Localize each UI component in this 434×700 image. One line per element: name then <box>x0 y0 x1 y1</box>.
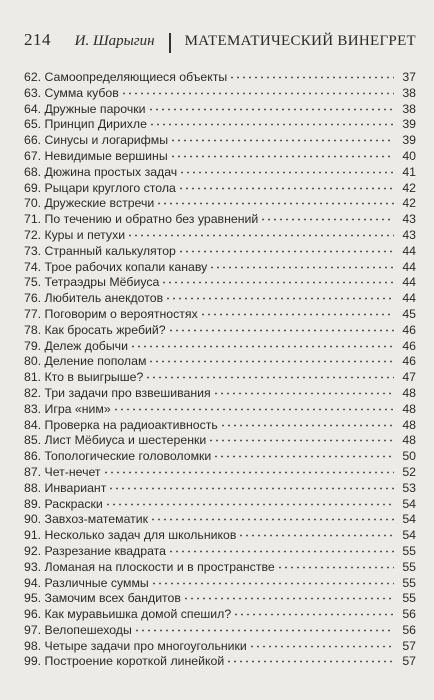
toc-entry-page: 55 <box>402 559 416 574</box>
dot-leader <box>260 211 394 221</box>
toc-entry-title: 82. Три задачи про взвешивания <box>24 385 211 400</box>
book-title: МАТЕМАТИЧЕСКИЙ ВИНЕГРЕТ <box>184 33 416 49</box>
toc-entry-page: 56 <box>402 622 416 637</box>
toc-entry <box>24 560 416 576</box>
toc-entry <box>24 275 416 291</box>
toc-entry <box>24 86 416 102</box>
toc-entry-page: 53 <box>402 480 416 495</box>
dot-leader <box>233 606 394 616</box>
toc-entry-page: 38 <box>402 101 416 116</box>
dot-leader <box>277 559 394 569</box>
dot-leader <box>103 464 394 474</box>
toc-entry <box>24 544 416 560</box>
toc-entry-title: 87. Чет-нечет <box>24 464 101 479</box>
dot-leader <box>209 259 394 269</box>
dot-leader <box>108 480 394 490</box>
toc-entry <box>24 102 416 118</box>
toc-entry <box>24 449 416 465</box>
toc-entry-page: 54 <box>402 512 416 527</box>
dot-leader <box>168 543 394 553</box>
toc-entry <box>24 497 416 513</box>
toc-entry-title: 73. Странный калькулятор <box>24 243 176 258</box>
toc-entry-title: 91. Несколько задач для школьников <box>24 528 237 543</box>
toc-entry-title: 88. Инвариант <box>24 480 107 495</box>
toc-entry-title: 75. Тетраэдры Мёбиуса <box>24 275 160 290</box>
toc-entry-page: 37 <box>402 70 416 84</box>
dot-leader <box>145 369 394 379</box>
toc-entry-title: 86. Топологические головоломки <box>24 449 212 464</box>
toc-entry-page: 48 <box>402 401 416 416</box>
toc-entry-title: 99. Построение короткой линейкой <box>24 654 225 669</box>
dot-leader <box>178 243 394 253</box>
dot-leader <box>149 116 394 126</box>
toc-entry <box>24 512 416 528</box>
toc-entry-page: 44 <box>402 291 416 306</box>
toc-entry <box>24 481 416 497</box>
toc-entry <box>24 370 416 386</box>
toc-entry <box>24 433 416 449</box>
dot-leader <box>113 401 394 411</box>
toc-entry-title: 84. Проверка на радиоактивность <box>24 417 218 432</box>
toc-entry-page: 40 <box>402 148 416 163</box>
toc-entry <box>24 165 416 181</box>
toc-entry <box>24 339 416 355</box>
dot-leader <box>200 306 394 316</box>
toc-entry <box>24 402 416 418</box>
toc-entry-title: 65. Принцип Дирихле <box>24 117 147 132</box>
toc-entry-title: 63. Сумма кубов <box>24 85 119 100</box>
toc-entry-title: 70. Дружеские встречи <box>24 196 155 211</box>
toc-entry-page: 48 <box>402 385 416 400</box>
dot-leader <box>213 385 394 395</box>
toc-entry-title: 62. Самоопределяющиеся объекты <box>24 70 228 84</box>
toc-entry-title: 66. Синусы и логарифмы <box>24 133 169 148</box>
toc-entry <box>24 149 416 165</box>
toc-entry <box>24 291 416 307</box>
toc-entry <box>24 181 416 197</box>
dot-leader <box>148 101 395 111</box>
toc-entry-page: 50 <box>402 449 416 464</box>
running-title <box>75 33 416 53</box>
dot-leader <box>208 432 394 442</box>
toc-entry-title: 94. Различные суммы <box>24 575 149 590</box>
toc-entry-page: 54 <box>402 528 416 543</box>
toc-entry <box>24 244 416 260</box>
toc-entry <box>24 307 416 323</box>
toc-entry-title: 92. Разрезание квадрата <box>24 543 166 558</box>
dot-leader <box>170 148 394 158</box>
toc-entry <box>24 576 416 592</box>
toc-entry-page: 38 <box>402 85 416 100</box>
dot-leader <box>156 195 394 205</box>
toc-entry-title: 93. Ломаная на плоскости и в пространстве <box>24 559 275 574</box>
toc-entry <box>24 623 416 639</box>
toc-entry <box>24 70 416 86</box>
toc-entry-page: 55 <box>402 543 416 558</box>
toc-entry <box>24 528 416 544</box>
dot-leader <box>165 290 394 300</box>
toc-entry <box>24 418 416 434</box>
toc-entry-title: 71. По течению и обратно без уравнений <box>24 212 259 227</box>
toc-entry-title: 74. Трое рабочих копали канаву <box>24 259 208 274</box>
dot-leader <box>150 511 394 521</box>
running-header <box>24 30 416 52</box>
toc-entry <box>24 607 416 623</box>
toc-entry-page: 57 <box>402 654 416 669</box>
toc-entry <box>24 260 416 276</box>
toc-entry-page: 54 <box>402 496 416 511</box>
toc-entry-page: 44 <box>402 275 416 290</box>
toc-entry-title: 64. Дружные парочки <box>24 101 146 116</box>
dot-leader <box>127 227 394 237</box>
toc-entry-title: 67. Невидимые вершины <box>24 148 168 163</box>
dot-leader <box>148 353 394 363</box>
toc-entry-page: 48 <box>402 417 416 432</box>
toc-entry-page: 57 <box>402 638 416 653</box>
toc-entry-title: 80. Деление пополам <box>24 354 147 369</box>
dot-leader <box>179 164 394 174</box>
toc-entry <box>24 133 416 149</box>
header-separator <box>169 33 171 53</box>
dot-leader <box>249 638 394 648</box>
toc-entry-page: 48 <box>402 433 416 448</box>
toc-entry-page: 47 <box>402 370 416 385</box>
toc-entry-page: 43 <box>402 227 416 242</box>
toc-entry-title: 78. Как бросать жребий? <box>24 322 166 337</box>
dot-leader <box>229 69 394 79</box>
dot-leader <box>130 338 394 348</box>
toc-entry-page: 52 <box>402 464 416 479</box>
author-name: И. Шарыгин <box>74 33 155 49</box>
dot-leader <box>178 180 394 190</box>
dot-leader <box>238 527 394 537</box>
toc-entry-page: 42 <box>402 196 416 211</box>
toc-entry-page: 44 <box>402 259 416 274</box>
dot-leader <box>226 653 394 663</box>
toc-entry-page: 39 <box>402 117 416 132</box>
toc-entry-page: 56 <box>402 607 416 622</box>
toc-entry-page: 45 <box>402 306 416 321</box>
toc-entry-title: 90. Завхоз-математик <box>24 512 149 527</box>
toc-entry-page: 43 <box>402 212 416 227</box>
toc-entry <box>24 117 416 133</box>
toc-entry-page: 44 <box>402 243 416 258</box>
toc-entry-page: 42 <box>402 180 416 195</box>
table-of-contents <box>24 70 416 670</box>
toc-entry <box>24 212 416 228</box>
dot-leader <box>134 622 394 632</box>
toc-entry <box>24 386 416 402</box>
toc-entry-page: 46 <box>402 354 416 369</box>
toc-entry-page: 55 <box>402 575 416 590</box>
dot-leader <box>213 448 394 458</box>
toc-entry-title: 77. Поговорим о вероятностях <box>24 306 198 321</box>
dot-leader <box>220 417 394 427</box>
toc-entry-title: 83. Игра «ним» <box>24 401 111 416</box>
toc-entry <box>24 228 416 244</box>
dot-leader <box>168 322 394 332</box>
toc-entry-page: 46 <box>402 322 416 337</box>
toc-entry-title: 81. Кто в выигрыше? <box>24 370 144 385</box>
toc-entry-title: 89. Раскраски <box>24 496 103 511</box>
toc-entry-title: 95. Замочим всех бандитов <box>24 591 181 606</box>
toc-entry <box>24 654 416 670</box>
toc-entry-page: 41 <box>402 164 416 179</box>
toc-entry <box>24 639 416 655</box>
toc-entry-title: 85. Лист Мёбиуса и шестеренки <box>24 433 207 448</box>
dot-leader <box>183 590 394 600</box>
toc-entry-title: 79. Дележ добычи <box>24 338 128 353</box>
toc-entry-title: 98. Четыре задачи про многоугольники <box>24 638 247 653</box>
toc-entry-title: 96. Как муравьишка домой спешил? <box>24 607 232 622</box>
toc-entry-title: 68. Дюжина простых задач <box>24 164 178 179</box>
toc-entry <box>24 591 416 607</box>
dot-leader <box>151 575 394 585</box>
dot-leader <box>170 132 394 142</box>
toc-entry-title: 97. Велопешеходы <box>24 622 132 637</box>
toc-entry <box>24 323 416 339</box>
dot-leader <box>105 496 394 506</box>
toc-entry-page: 55 <box>402 591 416 606</box>
toc-entry-title: 72. Куры и петухи <box>24 227 126 242</box>
dot-leader <box>161 274 394 284</box>
toc-entry <box>24 196 416 212</box>
toc-entry-title: 69. Рыцари круглого стола <box>24 180 176 195</box>
toc-entry-title: 76. Любитель анекдотов <box>24 291 164 306</box>
dot-leader <box>121 85 394 95</box>
toc-entry-page: 46 <box>402 338 416 353</box>
toc-entry-page: 39 <box>402 133 416 148</box>
page-number: 214 <box>24 30 51 49</box>
toc-entry <box>24 354 416 370</box>
toc-entry <box>24 465 416 481</box>
